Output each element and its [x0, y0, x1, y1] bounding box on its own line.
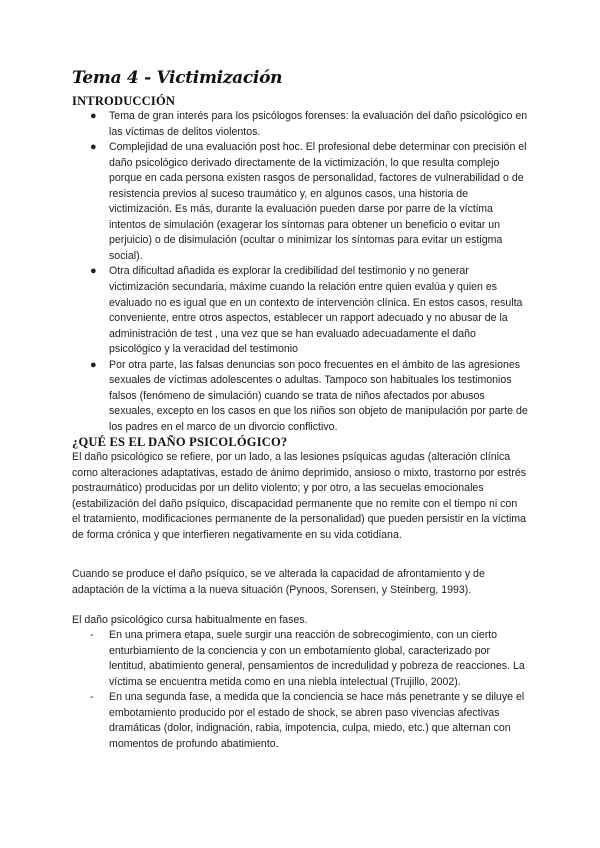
list-item — [72, 264, 528, 357]
paragraph-phases: El daño psicológico cursa habitualmente en fases. — [72, 614, 308, 626]
paragraph-coping: Cuando se produce el daño psíquico, se ve alterada la capacidad de afrontamiento y de adaptación de la víctima a la nueva situación (Pynoos, Sorensen, y Steinberg, 1993). — [72, 568, 485, 596]
bullet-icon: ● — [90, 110, 97, 122]
list-item — [72, 690, 528, 752]
list-item-text: Otra dificultad añadida es explorar la credibilidad del testimonio y no generar victimización secundaria, máxime cuando la relación entre quien evalúa y quien es evaluado no es igual que en un contexto de intervención clínica. En estos casos, resulta conveniente, entre otros aspectos, establecer un rapport adecuado y no abusar de la administración de test , una vez que se han evaluado adecuadamente el daño psicológico y la veracidad del testimonio — [109, 265, 523, 356]
list-item — [72, 140, 528, 264]
bullet-icon: ● — [90, 358, 97, 371]
intro-heading: INTRODUCCIÓN — [72, 94, 176, 108]
list-item-text: En una segunda fase, a medida que la conciencia se hace más penetrante y se diluye el embotamiento producido por el estado de shock, se abren paso vivencias afectivas dramáticas (dolor, indignación, rabia, impotencia, culpa, miedo, etc.) que alternan con momentos de profundo abatimiento. — [109, 691, 525, 750]
list-item — [72, 358, 528, 436]
bullet-icon: ● — [90, 265, 97, 278]
dash-marker: - — [90, 629, 94, 641]
section-heading: ¿QUÉ ES EL DAÑO PSICOLÓGICO? — [72, 435, 288, 449]
list-item — [72, 628, 528, 690]
paragraph-definition: El daño psicológico se refiere, por un lado, a las lesiones psíquicas agudas (alteración clínica como alteraciones adaptativas, estado de ánimo deprimido, ansioso o mixto, trastorno por estrés postraumático) producidas por un delito violento; y por otro, a las secuelas emocionales (estabilización del daño psíquico, discapacidad permanente que no remite con el tiempo ni con el tratamiento, modificaciones permanente de la personalidad) que pueden persistir en la víctima de forma crónica y que interfieren negativamente en su vida cotidiana. — [72, 451, 527, 541]
bullet-icon: ● — [90, 141, 97, 154]
document-title: Tema 4 - Victimización — [72, 68, 283, 88]
list-item — [72, 109, 528, 140]
list-item-text: En una primera etapa, suele surgir una reacción de sobrecogimiento, con un cierto enturbiamiento de la conciencia y con un embotamiento global, caracterizado por lentitud, abatimiento general, pensamientos de incredulidad y pobreza de reacciones. La víctima se encuentra metida como en una niebla intelectual (Trujillo, 2002). — [109, 629, 525, 688]
intro-bullet-list — [72, 109, 528, 435]
list-item-text: Por otra parte, las falsas denuncias son poco frecuentes en el ámbito de las agresiones sexuales de víctimas adolescentes o adultas. Tampoco son habituales los testimonios falsos (fenómeno de simulación) cuando se trata de niños afectados por abusos sexuales, excepto en los casos en que los niños son objeto de manipulación por parte de los padres en el marco de un divorcio conflictivo. — [109, 358, 528, 433]
list-item-text: Tema de gran interés para los psicólogos forenses: la evaluación del daño psicológico en las víctimas de delitos violentos. — [109, 110, 528, 138]
list-item-text: Complejidad de una evaluación post hoc. El profesional debe determinar con precisión el daño psicológico derivado directamente de la victimización, lo que resulta complejo porque en cada persona existen rasgos de personalidad, factores de vulnerabilidad o de resistencia previos al suceso traumático y, en algunos casos, una historia de victimización. Es más, durante la evaluación pueden darse por parre de la víctima intentos de simulación (exagerar los síntomas para obtener un beneficio o evitar un perjuicio) o de disimulación (ocultar o minimizar los síntomas para evitar un estigma social). — [109, 141, 527, 262]
dash-marker: - — [90, 691, 94, 704]
phases-dash-list — [72, 628, 528, 752]
